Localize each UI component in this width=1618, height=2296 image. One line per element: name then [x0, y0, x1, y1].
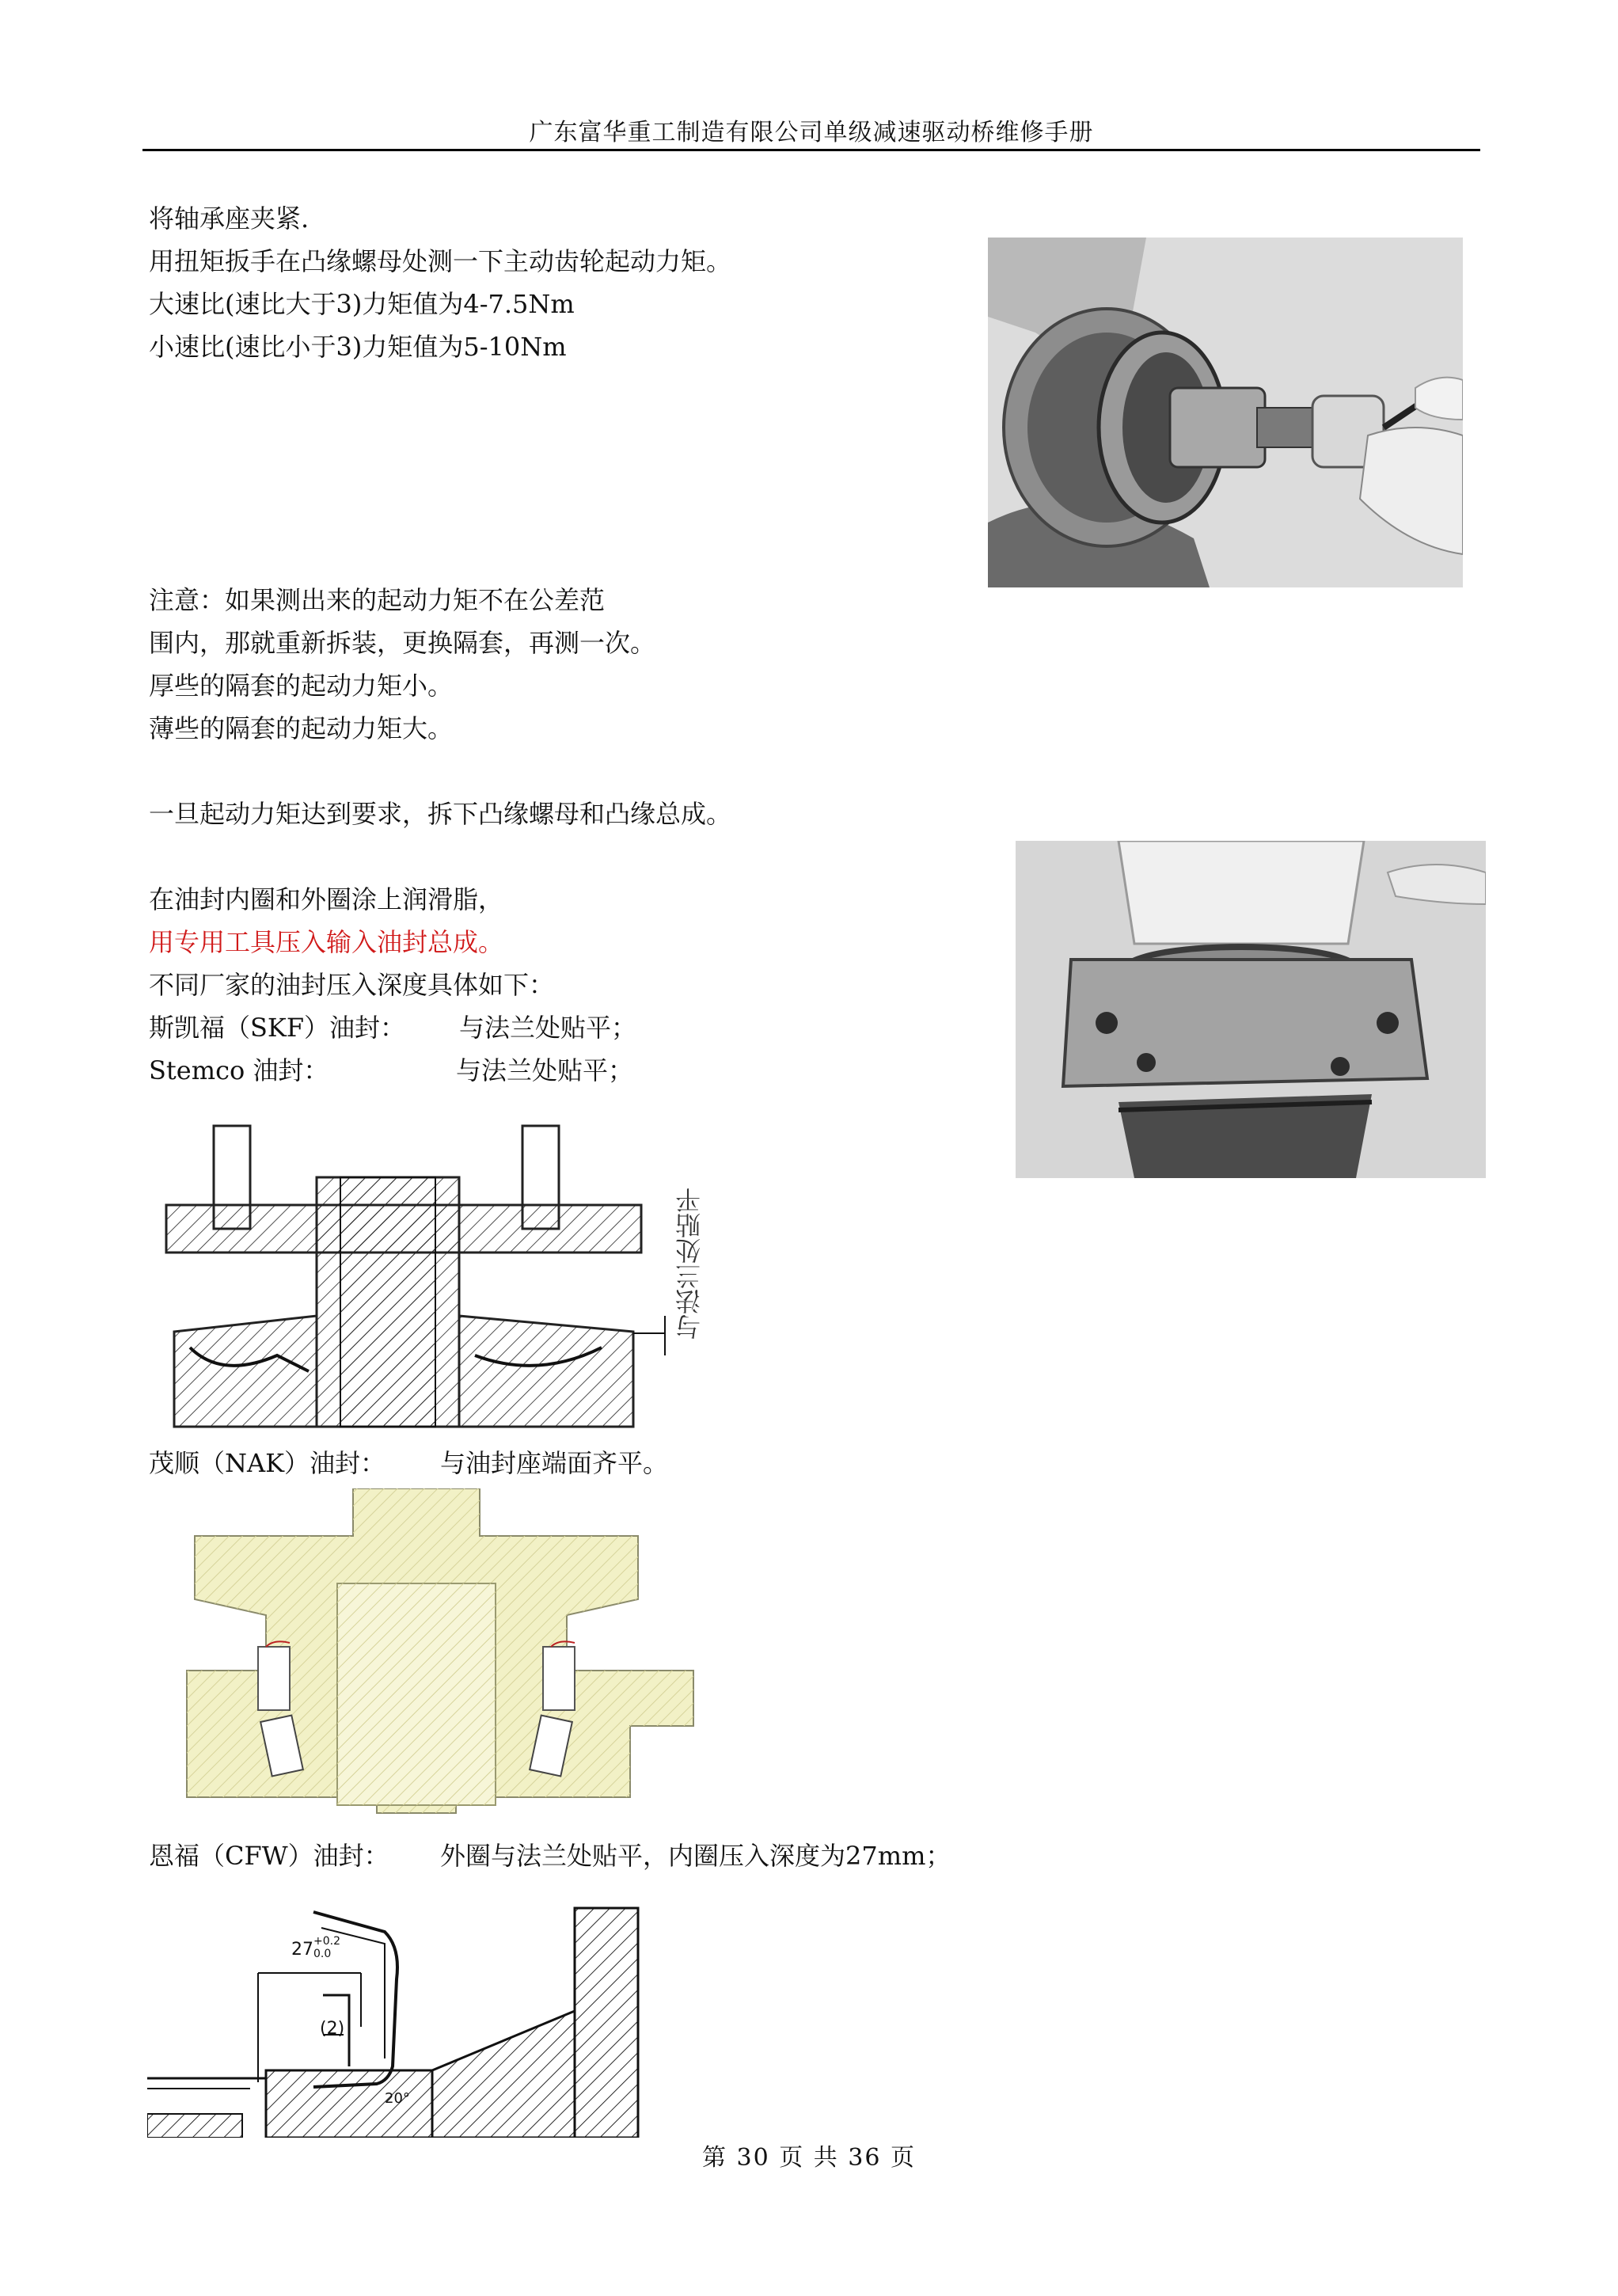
photo-press-seal: [1016, 841, 1486, 1178]
diagram-skf-stemco-seal-section: [158, 1102, 728, 1435]
text-measure-torque: 用扭矩扳手在凸缘螺母处测一下主动齿轮起动力矩。: [149, 246, 732, 276]
text-apply-grease: 在油封内圈和外圈涂上润滑脂，: [149, 884, 504, 914]
page-number-footer: 第 30 页 共 36 页: [701, 2144, 917, 2172]
cfw-dim-tol-lower: 0.0: [313, 1948, 332, 1960]
cfw-seal-name: 恩福（CFW）油封：: [149, 1841, 389, 1871]
page-header-title: 广东富华重工制造有限公司单级减速驱动桥维修手册: [529, 119, 1094, 146]
nak-seal-desc: 与油封座端面齐平。: [440, 1448, 669, 1478]
text-press-depth-intro: 不同厂家的油封压入深度具体如下：: [149, 970, 555, 1000]
text-small-ratio: 小速比(速比小于3)力矩值为5-10Nm: [149, 332, 567, 362]
text-clamp-bearing: 将轴承座夹紧.: [149, 203, 310, 234]
stemco-seal-name: Stemco 油封：: [149, 1055, 329, 1085]
text-large-ratio: 大速比(速比大于3)力矩值为4-7.5Nm: [149, 289, 575, 319]
nak-seal-name: 茂顺（NAK）油封：: [149, 1448, 386, 1478]
text-press-seal-red: 用专用工具压入输入油封总成。: [149, 927, 504, 957]
cfw-angle-label: 20°: [385, 2090, 410, 2107]
cfw-dim-tol-upper: +0.2: [313, 1935, 340, 1948]
text-remove-flange: 一旦起动力矩达到要求，拆下凸缘螺母和凸缘总成。: [149, 799, 732, 829]
note-line-2: 围内，那就重新拆装，更换隔套，再测一次。: [149, 628, 656, 658]
diagram1-vertical-label: 与法兰处贴平: [674, 1188, 705, 1340]
note-line-1: 注意：如果测出来的起动力矩不在公差范: [149, 585, 606, 615]
skf-seal-name: 斯凯福（SKF）油封：: [149, 1013, 406, 1043]
diagram-nak-seal-section: [155, 1488, 709, 1821]
skf-seal-desc: 与法兰处贴平；: [459, 1013, 637, 1043]
note-line-3: 厚些的隔套的起动力矩小。: [149, 671, 454, 701]
stemco-seal-desc: 与法兰处贴平；: [456, 1055, 634, 1085]
diagram-cfw-seal-section: [147, 1900, 654, 2138]
cfw-seal-desc: 外圈与法兰处贴平，内圈压入深度为27mm；: [440, 1841, 951, 1871]
cfw-dim-main: 27: [291, 1940, 313, 1960]
note-line-4: 薄些的隔套的起动力矩大。: [149, 713, 454, 743]
photo-torque-measurement: [988, 238, 1463, 587]
cfw-dim-2: (2): [320, 2019, 345, 2039]
header-divider: [142, 149, 1480, 151]
